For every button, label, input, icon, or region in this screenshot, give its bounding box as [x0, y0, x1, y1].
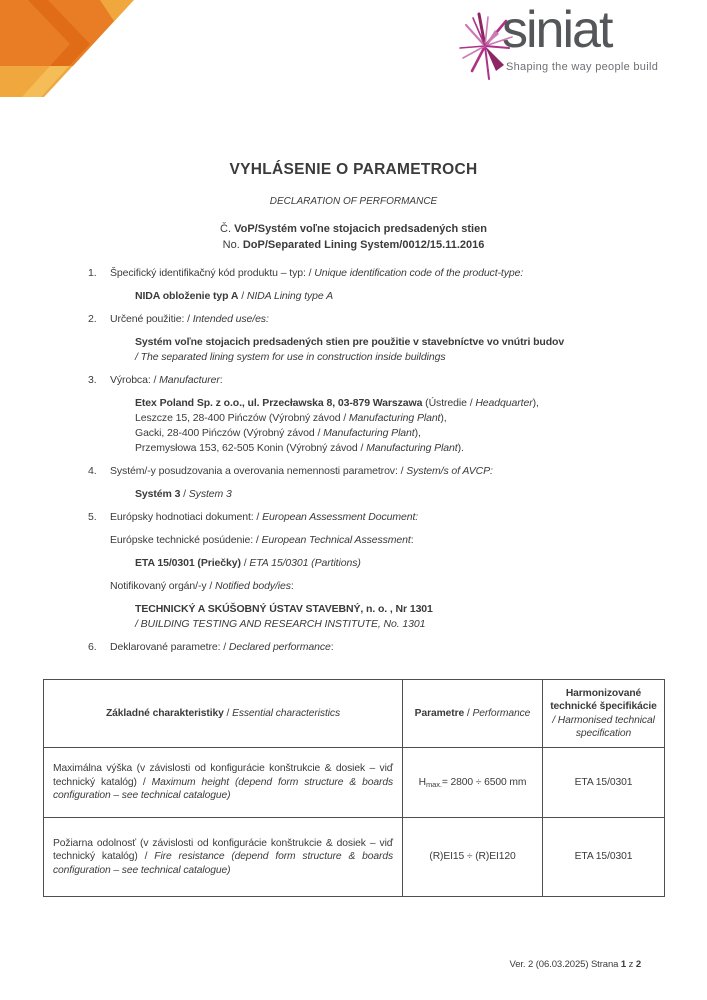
table-header-row [44, 680, 665, 748]
text-segment: (Ústredie / [422, 397, 476, 409]
table-header-cell [543, 680, 665, 748]
paragraph [135, 602, 653, 632]
text-segment: Fire resistance (depend form structure & boards configuration – see technical catalogue) [53, 851, 393, 876]
document-number [0, 221, 707, 253]
text-segment: (R)EI15 ÷ (R)EI120 [429, 851, 516, 863]
text-segment: Leszcze 15, 28-400 Pińczów (Výrobný závod / [135, 412, 349, 424]
text-segment: Harmonizované technické špecifikácie [550, 687, 657, 712]
table-row [44, 748, 665, 818]
paragraph [110, 533, 653, 548]
text-line [135, 411, 653, 426]
text-segment: Systém 3 [135, 488, 181, 500]
text-segment: Essential characteristics [232, 707, 341, 719]
text-segment: = 2800 ÷ 6500 mm [441, 776, 527, 788]
text-segment: 2 [635, 959, 641, 970]
text-segment: Systém/-y posudzovania a overovania nemennosti parametrov: / [110, 465, 407, 477]
table-cell [543, 748, 665, 818]
text-segment: NIDA obloženie typ A [135, 290, 239, 302]
text-segment: max. [426, 779, 442, 789]
text-line [110, 312, 653, 327]
text-line [110, 579, 653, 594]
text-segment: Maximum height (depend form structure & boards configuration – see technical catalogue) [53, 776, 393, 802]
table-row [44, 818, 665, 897]
text-segment: Notifikovaný orgán/-y / [110, 580, 215, 592]
text-line [135, 617, 653, 632]
text-segment: ). [457, 442, 464, 454]
text-segment: z [626, 959, 636, 970]
text-segment: Požiarna odolnosť (v závislosti od konfigurácie konštrukcie & dosiek – viď technický katalóg) / [53, 837, 393, 863]
list-item-number: 2. [88, 313, 97, 325]
text-segment: Intended use/es: [192, 313, 269, 325]
text-segment: H [418, 776, 426, 788]
text-segment: Európske technické posúdenie: / [110, 534, 262, 546]
performance-table [43, 679, 665, 897]
text-segment: Gacki, 28-400 Pińczów (Výrobný závod / [135, 427, 324, 439]
text-segment: ), [440, 412, 447, 424]
text-segment: Systém voľne stojacich predsadených stien pre použitie v stavebníctve vo vnútri budov [135, 336, 565, 348]
text-line [110, 266, 653, 281]
list-item [88, 510, 653, 632]
text-segment: : [290, 580, 294, 592]
items-list [88, 266, 653, 663]
text-segment: Maximálna výška (v závislosti od konfigurácie konštrukcie & dosiek – viď technický katalóg) / [53, 763, 393, 788]
brand-wordmark: siniat [502, 1, 612, 59]
paragraph [110, 312, 653, 327]
paragraph [110, 640, 653, 655]
doc-no-sk-prefix: Č. [220, 223, 235, 235]
doc-no-en-prefix: No. [222, 239, 243, 251]
text-segment: : [410, 534, 414, 546]
text-segment: Európsky hodnotiaci dokument: / [110, 511, 263, 523]
text-line [135, 335, 653, 350]
text-segment: / [464, 707, 473, 719]
text-segment: Ver. 2 (06.03.2025) Strana [509, 959, 621, 970]
text-segment: Určené použitie: / [110, 313, 193, 325]
list-item-body [110, 464, 653, 502]
paragraph [110, 266, 653, 281]
text-segment: / [238, 290, 247, 302]
text-segment: / Harmonised technical specification [552, 714, 655, 739]
doc-no-en-value: DoP/Separated Lining System/0012/15.11.2016 [242, 239, 485, 251]
page-footer [510, 959, 642, 970]
paragraph [135, 556, 653, 571]
text-segment: Headquarter [475, 397, 533, 409]
text-segment: Manufacturing Plant [323, 427, 415, 439]
paragraph [135, 396, 653, 456]
paragraph [110, 510, 653, 525]
text-line [110, 510, 653, 525]
table-cell [543, 818, 665, 897]
list-item-number: 6. [88, 641, 97, 653]
text-segment: / The separated lining system for use in construction inside buildings [135, 351, 446, 363]
text-segment: / BUILDING TESTING AND RESEARCH INSTITUTE, No. 1301 [135, 618, 426, 630]
paragraph [135, 335, 653, 365]
document-number-sk [0, 221, 707, 237]
text-segment: Notified body/ies [214, 580, 291, 592]
text-segment: : [219, 374, 223, 386]
text-segment: Základné charakteristiky [105, 707, 224, 719]
document-number-en [0, 237, 707, 253]
text-segment: : [330, 641, 334, 653]
text-line [135, 289, 653, 304]
text-segment: ), [414, 427, 421, 439]
list-item-body [110, 510, 653, 632]
text-line [135, 556, 653, 571]
list-item [88, 464, 653, 502]
text-line [110, 373, 653, 388]
table-header-cell [403, 680, 543, 748]
text-segment: TECHNICKÝ A SKÚŠOBNÝ ÚSTAV STAVEBNÝ, n. o. , Nr 1301 [135, 603, 433, 615]
table-cell [403, 818, 543, 897]
text-line [110, 533, 653, 548]
list-item-number: 1. [88, 267, 97, 279]
list-item-number: 4. [88, 465, 97, 477]
text-segment: Performance [472, 707, 531, 719]
text-segment: European Technical Assessment [261, 534, 411, 546]
text-line [110, 640, 653, 655]
paragraph [135, 289, 653, 304]
text-segment: Špecifický identifikačný kód produktu – typ: / [110, 267, 315, 279]
text-segment: System/s of AVCP: [406, 465, 493, 477]
text-segment: ETA 15/0301 [574, 776, 633, 788]
text-segment: European Assessment Document: [262, 511, 419, 523]
text-segment: NIDA Lining type A [246, 290, 333, 302]
corner-graphic [0, 0, 134, 97]
list-item [88, 266, 653, 304]
text-segment: Deklarované parametre: / [110, 641, 229, 653]
text-line [110, 464, 653, 479]
doc-no-sk-value: VoP/Systém voľne stojacich predsadených stien [234, 223, 487, 235]
text-segment: Manufacturing Plant [366, 442, 458, 454]
brand-tagline: Shaping the way people build [506, 61, 659, 73]
text-segment: Manufacturing Plant [348, 412, 441, 424]
text-line [135, 441, 653, 456]
text-segment: Parametre [414, 707, 465, 719]
text-segment: ETA 15/0301 [574, 851, 633, 863]
list-item-body [110, 373, 653, 456]
text-segment: / [180, 488, 189, 500]
list-item [88, 312, 653, 365]
text-line [135, 426, 653, 441]
text-segment: Unique identification code of the product-type: [314, 267, 524, 279]
table-header-cell [44, 680, 403, 748]
text-segment: System 3 [188, 488, 232, 500]
list-item-body [110, 640, 653, 655]
text-segment: ETA 15/0301 (Priečky) [135, 557, 241, 569]
text-segment: / [240, 557, 250, 569]
text-segment: Manufacturer [159, 374, 220, 386]
text-segment: Declared performance [228, 641, 331, 653]
page-subtitle: DECLARATION OF PERFORMANCE [269, 196, 438, 207]
text-segment: Etex Poland Sp. z o.o., ul. Przecławska 8, 03-879 Warszawa [135, 397, 423, 409]
paragraph [135, 487, 653, 502]
table-cell [44, 818, 403, 897]
text-line [135, 396, 653, 411]
paragraph [110, 579, 653, 594]
text-segment: 1 [620, 959, 627, 970]
text-segment: ), [532, 397, 539, 409]
list-item-body [110, 312, 653, 365]
text-line [135, 487, 653, 502]
list-item-body [110, 266, 653, 304]
text-segment: ETA 15/0301 (Partitions) [249, 557, 361, 569]
text-segment: / [223, 707, 233, 719]
text-segment: Przemysłowa 153, 62-505 Konin (Výrobný závod / [135, 442, 367, 454]
list-item-number: 5. [88, 511, 97, 523]
paragraph [110, 464, 653, 479]
page-title: VYHLÁSENIE O PARAMETROCH [229, 161, 478, 178]
text-line [135, 350, 653, 365]
text-segment: Výrobca: / [110, 374, 160, 386]
list-item [88, 640, 653, 655]
table-cell [44, 748, 403, 818]
table-cell [403, 748, 543, 818]
list-item-number: 3. [88, 374, 97, 386]
text-line [135, 602, 653, 617]
paragraph [110, 373, 653, 388]
list-item [88, 373, 653, 456]
